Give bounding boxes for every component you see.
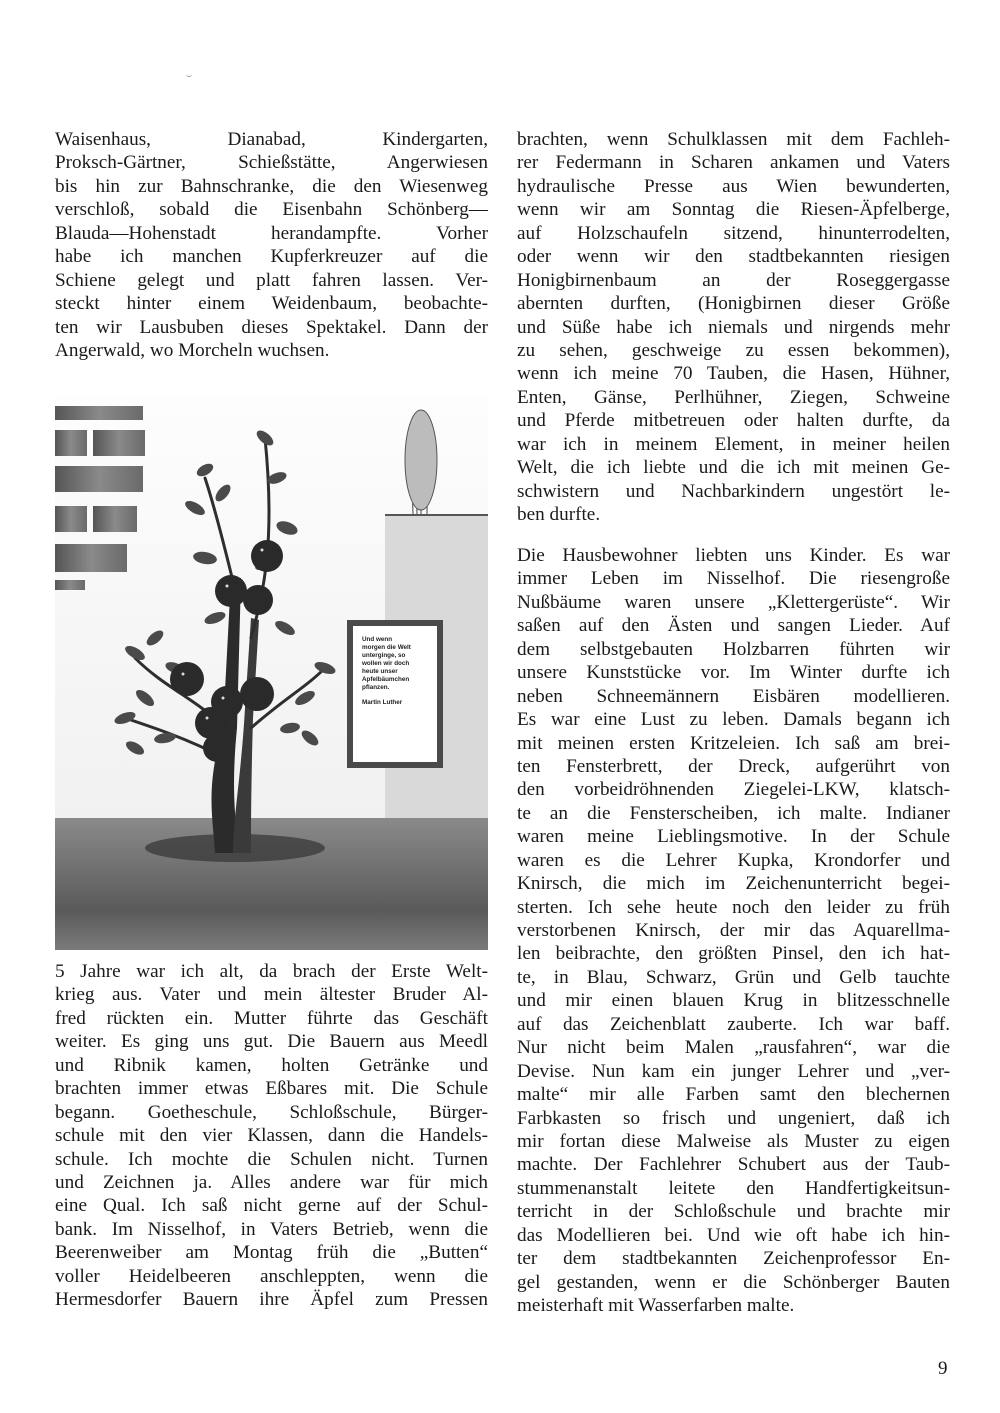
text-line: len beibrachte, den größten Pinsel, den ich hat- <box>517 943 950 965</box>
sign-text-line: Apfelbäumchen <box>362 676 410 683</box>
text-line: den vorbeidröhnenden Ziegelei-LKW, klatsch- <box>517 779 950 801</box>
text-line: waren meine Lieblingsmotive. In der Schule <box>517 826 950 848</box>
text-line: Angerwald, wo Morcheln wuchsen. <box>55 339 330 361</box>
text-line: und Süße habe ich niemals und nirgends mehr <box>517 316 950 338</box>
text-line: sterten. Ich sehe heute noch den leider zu früh <box>517 896 950 918</box>
text-line: gel gestanden, wenn er die Schönberger Bauten <box>517 1271 950 1293</box>
text-line: und Ribnik kamen, holten Getränke und <box>55 1054 488 1076</box>
text-line: rer Federmann in Scharen ankamen und Vaters <box>517 152 950 174</box>
text-line: und mir einen blauen Krug in blitzesschnelle <box>517 990 950 1012</box>
right-column-top-paragraph <box>517 128 950 526</box>
sign-text-line: morgen die Welt <box>362 644 411 651</box>
text-line: wenn ich meine 70 Tauben, die Hasen, Hühner, <box>517 363 950 385</box>
left-column-top-paragraph <box>55 128 488 362</box>
text-line: bis hin zur Bahnschranke, die den Wiesenweg <box>55 175 488 197</box>
text-line: Knirsch, die mich im Zeichenunterricht begei- <box>517 873 950 895</box>
text-line: te an die Fensterscheiben, ich malte. Indianer <box>517 802 950 824</box>
text-line: ter dem stadtbekannten Zeichenprofessor En- <box>517 1248 950 1270</box>
text-line: stummenanstalt leitete den Handfertigkeitsun- <box>517 1177 950 1199</box>
poplar-tree-icon <box>405 410 437 514</box>
sign-text-line: pflanzen. <box>362 684 390 691</box>
text-line: Farbkasten so frisch und ungeniert, daß ich <box>517 1107 950 1129</box>
text-line: verschloß, sobald die Eisenbahn Schönberg— <box>55 199 488 221</box>
text-line: und Zeichnen ja. Alles andere war für mich <box>55 1171 488 1193</box>
sign-text-line: wollen wir doch <box>362 660 410 667</box>
text-line: Waisenhaus, Dianabad, Kindergarten, <box>55 129 488 150</box>
text-line: oder wenn wir den stadtbekannten riesigen <box>517 246 950 268</box>
text-line: hydraulische Presse aus Wien bewunderten, <box>517 175 950 197</box>
text-line: machte. Der Fachlehrer Schubert aus der Taub- <box>517 1154 950 1176</box>
text-line: malte“ mir alle Farben samt den blechernen <box>517 1084 950 1106</box>
text-line: immer Leben im Nisselhof. Die riesengroße <box>517 568 950 590</box>
sign-text-line: Und wenn <box>362 636 393 643</box>
text-line: brachten, wenn Schulklassen mit dem Fachleh- <box>517 129 950 150</box>
text-line: verstorbenen Knirsch, der mir das Aquarellma- <box>517 920 950 941</box>
text-line: war ich in meinem Element, in meiner heilen <box>517 433 950 455</box>
text-line: brachten immer etwas Eßbares mit. Die Schule <box>55 1078 488 1100</box>
text-line: neben Schneemännern Eisbären modellieren. <box>517 685 950 707</box>
stray-scan-mark <box>186 72 192 77</box>
text-line: Welt, die ich liebte und die ich mit meinen Ge- <box>517 457 950 479</box>
text-line: saßen auf den Ästen und sangen Lieder. Auf <box>517 615 950 637</box>
sign-text-line: unterginge, so <box>362 652 406 659</box>
text-line: meisterhaft mit Wasserfarben malte. <box>517 1295 795 1316</box>
text-line: weiter. Es ging uns gut. Die Bauern aus Meedl <box>55 1031 488 1053</box>
text-line: te, in Blau, Schwarz, Grün und Gelb tauchte <box>517 966 950 988</box>
text-line: zu sehen, geschweige zu essen bekommen), <box>517 339 950 361</box>
text-line: Nußbäume waren unsere „Klettergerüste“. Wir <box>517 591 950 613</box>
text-line: Schiene gelegt und platt fahren lassen. Ver- <box>55 269 488 291</box>
text-line: Die Hausbewohner liebten uns Kinder. Es war <box>517 545 950 566</box>
text-line: ben durfte. <box>517 504 601 525</box>
text-line: habe ich manchen Kupferkreuzer auf die <box>55 246 488 268</box>
text-line: eine Qual. Ich saß nicht gerne auf der Schul- <box>55 1195 488 1217</box>
text-line: terricht in der Schloßschule und brachte mir <box>517 1201 950 1223</box>
text-line: und Pferde mitbetreuen oder halten durfte, da <box>517 410 950 432</box>
text-line: Es war eine Lust zu leben. Damals begann ich <box>517 709 950 731</box>
left-column-bottom-paragraph <box>55 960 488 1312</box>
right-column-bottom-paragraph <box>517 544 950 1317</box>
text-line: auf Holzschaufeln sitzend, hinunterrodelten, <box>517 222 950 244</box>
text-line: mit meinen ersten Kritzeleien. Ich saß am brei- <box>517 732 950 754</box>
text-line: Nur nicht beim Malen „rausfahren“, war die <box>517 1037 950 1059</box>
text-line: Blauda—Hohenstadt herandampfte. Vorher <box>55 222 488 244</box>
sign-text-line: heute unser <box>362 668 398 675</box>
text-line: Hermesdorfer Bauern ihre Äpfel zum Pressen <box>55 1289 488 1311</box>
sign-author: Martin Luther <box>362 699 403 706</box>
text-line: Beerenweiber am Montag früh die „Butten“ <box>55 1242 488 1264</box>
text-line: krieg aus. Vater und mein ältester Bruder Al- <box>55 984 488 1006</box>
text-line: auf das Zeichenblatt zauberte. Ich war baff. <box>517 1013 950 1035</box>
text-line: wenn wir am Sonntag die Riesen-Äpfelberge, <box>517 199 950 221</box>
text-line: ten Fensterbrett, der Dreck, aufgerührt von <box>517 755 950 777</box>
text-line: bank. Im Nisselhof, in Vaters Betrieb, wenn die <box>55 1218 488 1240</box>
text-line: Honigbirnenbaum an der Roseggergasse <box>517 269 950 291</box>
text-line: schule mit den vier Klassen, dann die Handels- <box>55 1125 488 1147</box>
text-line: dem selbstgebauten Holzbarren führten wir <box>517 638 950 660</box>
text-line: Proksch-Gärtner, Schießstätte, Angerwiesen <box>55 152 488 174</box>
framed-quote-sign <box>347 620 443 768</box>
text-line: fred rückten ein. Mutter führte das Geschäft <box>55 1007 488 1029</box>
text-line: schwistern und Nachbarkindern ungestört le- <box>517 480 950 502</box>
text-line: begann. Goetheschule, Schloßschule, Bürger- <box>55 1101 488 1123</box>
apple-tree-illustration <box>55 398 488 950</box>
text-line: Devise. Nun kam ein junger Lehrer und „ver- <box>517 1060 950 1082</box>
text-line: das Modellieren bei. Und wie oft habe ich hin- <box>517 1224 950 1246</box>
text-line: unsere Kunststücke vor. Im Winter durfte ich <box>517 662 950 684</box>
text-line: mir fortan diese Malweise als Muster zu eigen <box>517 1130 950 1152</box>
text-line: voller Heidelbeeren anschleppten, wenn die <box>55 1265 488 1287</box>
text-line: schule. Ich mochte die Schulen nicht. Turnen <box>55 1148 488 1170</box>
text-line: steckt hinter einem Weidenbaum, beobachte- <box>55 293 488 315</box>
text-line: ten wir Lausbuben dieses Spektakel. Dann der <box>55 316 488 338</box>
text-line: abernten durften, (Honigbirnen dieser Größe <box>517 293 950 315</box>
text-line: waren es die Lehrer Kupka, Krondorfer und <box>517 849 950 871</box>
text-line: 5 Jahre war ich alt, da brach der Erste Welt- <box>55 961 488 982</box>
page-number: 9 <box>938 1358 948 1379</box>
text-line: Enten, Gänse, Perlhühner, Ziegen, Schweine <box>517 386 950 408</box>
